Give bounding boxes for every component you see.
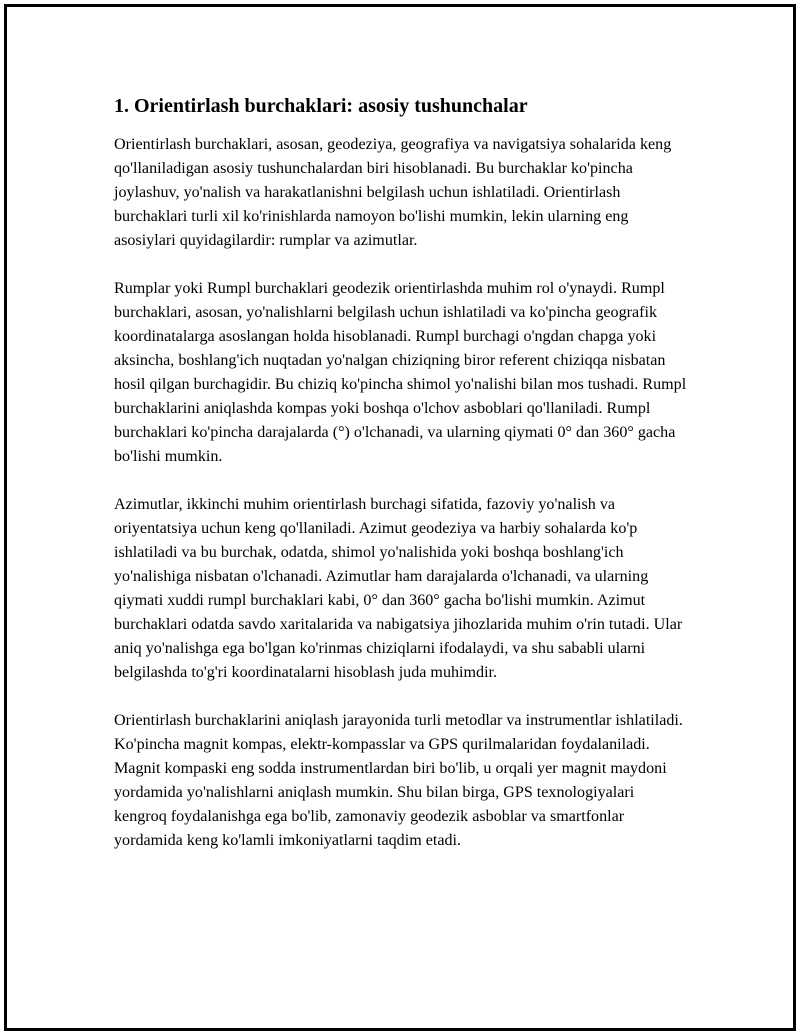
paragraph-methods: Orientirlash burchaklarini aniqlash jarayonida turli metodlar va instrumentlar ishlatiladi. Ko'pincha magnit kompas, elektr-kompasslar va GPS qurilmalaridan foydalaniladi. Magnit kompaski eng sodda instrumentlardan biri bo'lib, u orqali yer magnit maydoni yordamida yo'nalishlarni aniqlash mumkin. Shu bilan birga, GPS texnologiyalari kengroq foydalanishga ega bo'lib, zamonaviy geodezik asboblar va smartfonlar yordamida keng ko'lamli imkoniyatlarni taqdim etadi. [114,712,683,849]
paragraph-azimuth: Azimutlar, ikkinchi muhim orientirlash burchagi sifatida, fazoviy yo'nalish va oriyentatsiya uchun keng qo'llaniladi. Azimut geodeziya va harbiy sohalarda ko'p ishlatiladi va bu burchak, odatda, shimol yo'nalishida yoki boshqa boshlang'ich yo'nalishiga nisbatan o'lchanadi. Azimutlar ham darajalarda o'lchanadi, va ularning qiymati xuddi rumpl burchaklari kabi, 0° dan 360° gacha bo'lishi mumkin. Azimut burchaklari odatda savdo xaritalarida va nabigatsiya jihozlarida muhim o'rin tutadi. Ular aniq yo'nalishga ega bo'lgan ko'rinmas chiziqlarni ifodalaydi, va shu sababli ularni belgilashda to'g'ri koordinatalarni hisoblash juda muhimdir. [114,496,683,681]
paragraph-rumpl: Rumplar yoki Rumpl burchaklari geodezik orientirlashda muhim rol o'ynaydi. Rumpl burchaklari, asosan, yo'nalishlarni belgilash uchun ishlatiladi va ko'pincha geografik koordinatalarga asoslangan holda hisoblanadi. Rumpl burchagi o'ngdan chapga yoki aksincha, boshlang'ich nuqtadan yo'nalgan chiziqning biror referent chiziqqa nisbatan hosil qilgan burchagidir. Bu chiziq ko'pincha shimol yo'nalishi bilan mos tushadi. Rumpl burchaklarini aniqlashda kompas yoki boshqa o'lchov asboblari qo'llaniladi. Rumpl burchaklari ko'pincha darajalarda (°) o'lchanadi, va ularning qiymati 0° dan 360° gacha bo'lishi mumkin. [114,280,687,465]
section-heading: 1. Orientirlash burchaklari: asosiy tushunchalar [114,95,528,117]
paragraph-intro: Orientirlash burchaklari, asosan, geodeziya, geografiya va navigatsiya sohalarida keng qo'llaniladigan asosiy tushunchalardan biri hisoblanadi. Bu burchaklar ko'pincha joylashuv, yo'nalish va harakatlanishni belgilash uchun ishlatiladi. Orientirlash burchaklari turli xil ko'rinishlarda namoyon bo'lishi mumkin, lekin ularning eng asosiylari quyidagilardir: rumplar va azimutlar. [114,136,672,249]
document-body [114,93,689,853]
